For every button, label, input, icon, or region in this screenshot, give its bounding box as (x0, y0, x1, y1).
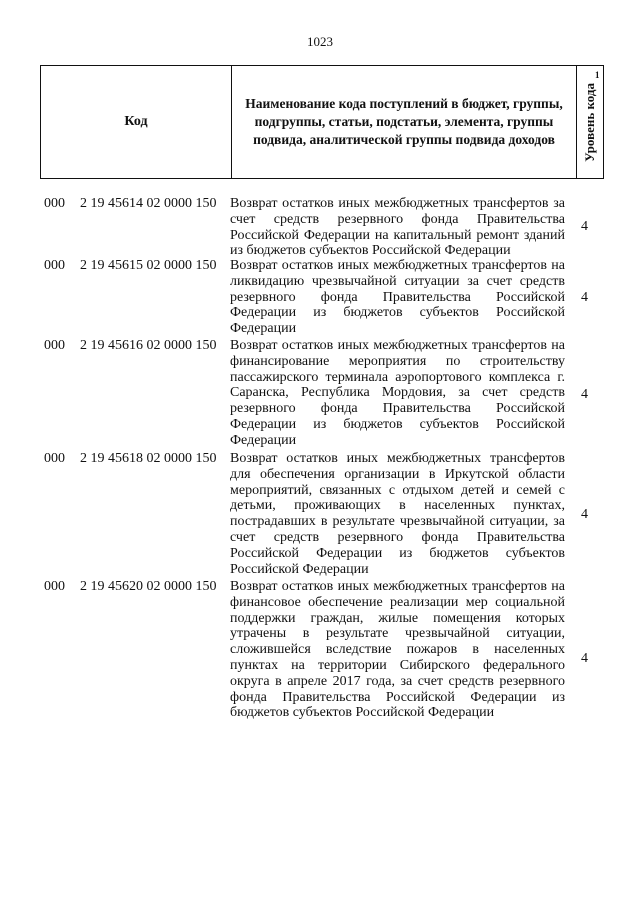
table-row (40, 196, 604, 258)
row-level: 4 (581, 290, 588, 306)
table-row (40, 338, 604, 451)
row-text: Возврат остатков иных межбюджетных трансфертов за счет средств резервного фонда Правительства Российской Федерации на капитальный ремонт зданий из бюджетов субъектов Российской Федерации (230, 196, 565, 259)
row-code: 2 19 45614 02 0000 150 (80, 196, 217, 211)
header-level-footnote: 1 (595, 70, 600, 80)
row-text: Возврат остатков иных межбюджетных трансфертов на ликвидацию чрезвычайной ситуации за счет средств резервного фонда Правительства Российской Федерации из бюджетов субъектов Российской Федерации (230, 258, 565, 337)
row-code: 2 19 45615 02 0000 150 (80, 258, 217, 273)
row-text: Возврат остатков иных межбюджетных трансфертов на финансовое обеспечение реализации мер социальной поддержки граждан, жилые помещения которых утрачены в результате чрезвычайной ситуации, сложившейся вследствие пожаров в населенных пунктах на территории Сибирского федерального округа в апреле 2017 года, за счет средств резервного фонда Правительства Российской Федерации из бюджетов субъектов Российской Федерации (230, 579, 565, 721)
row-prefix: 000 (44, 451, 65, 466)
table-body (40, 196, 604, 739)
header-level (577, 66, 603, 178)
row-code: 2 19 45618 02 0000 150 (80, 451, 217, 466)
row-prefix: 000 (44, 579, 65, 594)
row-level: 4 (581, 386, 588, 402)
header-code: Код (41, 66, 232, 178)
row-prefix: 000 (44, 338, 65, 353)
table-row (40, 451, 604, 579)
row-text: Возврат остатков иных межбюджетных трансфертов для обеспечения организации в Иркутской области мероприятий, связанных с отдыхом детей и семей с детьми, проживающих в населенных пунктах, пострадавших в результате чрезвычайной ситуации, за счет средств резервного фонда Правительства Российской Федерации из бюджетов субъектов Российской Федерации (230, 451, 565, 577)
row-prefix: 000 (44, 196, 65, 211)
table-row (40, 258, 604, 338)
row-text: Возврат остатков иных межбюджетных трансфертов на финансирование мероприятия по строительству пассажирского терминала аэропортового комплекса г. Саранска, Республика Мордовия, за счет средств резервного фонда Правительства Российской Федерации из бюджетов субъектов Российской Федерации (230, 338, 565, 448)
header-level-label: Уровень кода (582, 82, 597, 162)
row-code: 2 19 45620 02 0000 150 (80, 579, 217, 594)
row-level: 4 (581, 507, 588, 523)
table-row (40, 579, 604, 739)
row-level: 4 (581, 651, 588, 667)
page-number: 1023 (307, 34, 333, 49)
table-header (40, 65, 604, 179)
header-name: Наименование кода поступлений в бюджет, группы, подгруппы, статьи, подстатьи, элемента, группы подвида, аналитической группы подвида доходов (232, 66, 577, 178)
row-code: 2 19 45616 02 0000 150 (80, 338, 217, 353)
row-prefix: 000 (44, 258, 65, 273)
row-level: 4 (581, 219, 588, 235)
